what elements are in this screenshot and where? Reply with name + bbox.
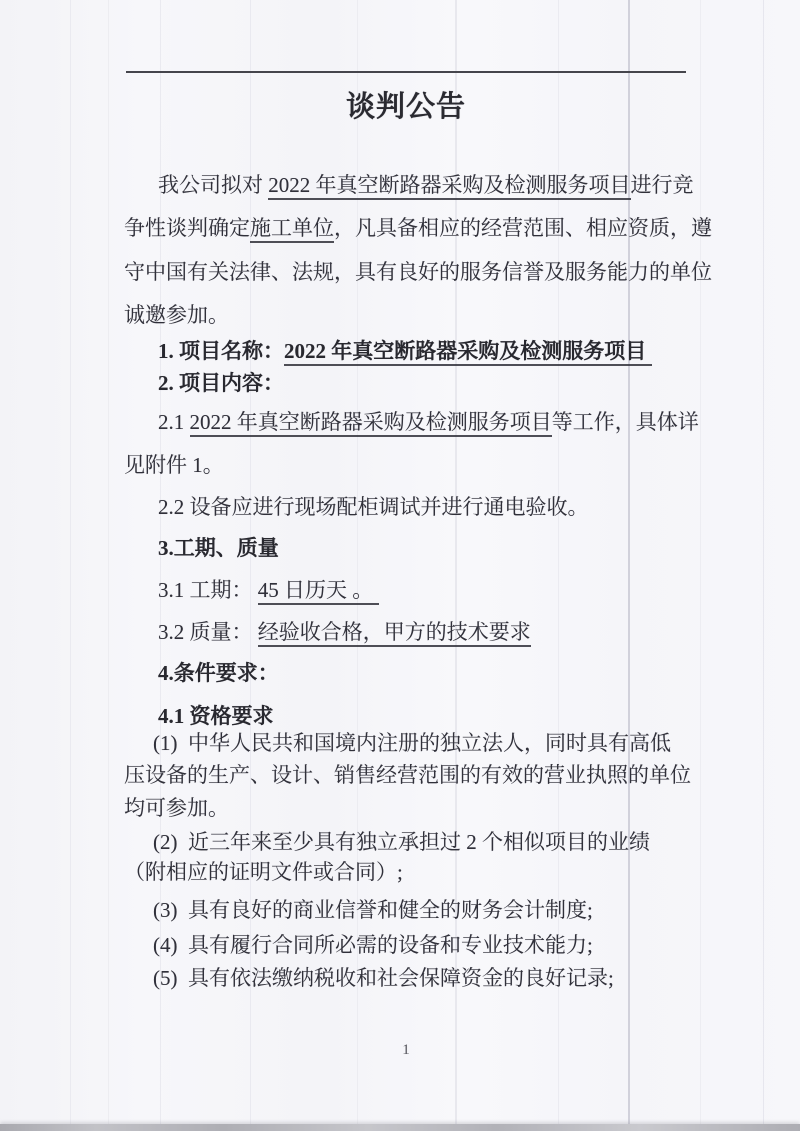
intro-text: 进行竞: [630, 173, 694, 197]
item-2-1-line-1: [124, 409, 738, 436]
intro-line-4: 诚邀参加。: [124, 303, 229, 327]
intro-line-1: [124, 172, 738, 199]
item-3-heading: [124, 535, 738, 562]
item-4-1-label: 4.1 资格要求: [158, 704, 274, 728]
item-2-1-project-underlined: 2022 年真空断路器采购及检测服务项目: [190, 410, 552, 437]
scan-fold-line: [628, 0, 630, 1131]
intro-text: 我公司拟对: [158, 173, 269, 197]
requirement-1-line-3: 均可参加。: [124, 796, 229, 820]
scan-bottom-edge: [0, 1124, 800, 1131]
contractor-underlined: 施工单位: [250, 216, 334, 243]
item-4-heading: [124, 660, 738, 687]
intro-text: 争性谈判确定: [124, 216, 250, 240]
scan-streak: [70, 0, 71, 1131]
scan-streak: [700, 0, 701, 1131]
requirement-1-line-1: (1) 中华人民共和国境内注册的独立法人，同时具有高低: [153, 731, 671, 755]
intro-line-3: 守中国有关法律、法规，具有良好的服务信誉及服务能力的单位: [124, 260, 712, 284]
item-3-1-label: 3.1 工期：: [158, 578, 258, 602]
header-rule: [126, 71, 686, 73]
page-number: 1: [402, 1042, 410, 1058]
requirement-4: (4) 具有履行合同所必需的设备和专业技术能力;: [153, 933, 593, 957]
item-3-label: 3.工期、质量: [158, 536, 279, 560]
item-2-1-line-2: 见附件 1。: [124, 453, 224, 477]
scan-streak: [455, 0, 457, 1131]
item-2-1-text: 等工作，具体详: [551, 410, 699, 434]
item-3-1-duration: [124, 577, 738, 604]
scan-streak: [558, 0, 559, 1131]
intro-line-2: [124, 215, 712, 242]
item-3-1-value-underlined: 45 日历天 。: [258, 578, 379, 605]
requirement-1-line-2: 压设备的生产、设计、销售经营范围的有效的营业执照的单位: [124, 763, 691, 787]
item-3-2-label: 3.2 质量：: [158, 620, 258, 644]
requirement-3: (3) 具有良好的商业信誉和健全的财务会计制度;: [153, 898, 593, 922]
scan-streak: [160, 0, 161, 1131]
item-3-2-value-underlined: 经验收合格，甲方的技术要求: [258, 620, 531, 647]
intro-text: ，凡具备相应的经营范围、相应资质，遵: [334, 216, 712, 240]
item-2-heading: [124, 370, 738, 397]
item-2-2: 2.2 设备应进行现场配柜调试并进行通电验收。: [158, 495, 589, 519]
scan-streak: [108, 0, 109, 1131]
scan-streak: [357, 0, 358, 1131]
item-1-value-underlined: 2022 年真空断路器采购及检测服务项目: [284, 339, 652, 366]
item-1-project-name: [124, 338, 738, 365]
item-1-label: 1. 项目名称：: [158, 339, 284, 363]
requirement-2-line-1: (2) 近三年来至少具有独立承担过 2 个相似项目的业绩: [153, 830, 650, 854]
project-name-underlined: 2022 年真空断路器采购及检测服务项目: [268, 173, 630, 200]
requirement-2-line-2: （附相应的证明文件或合同）;: [124, 860, 403, 884]
item-2-label: 2. 项目内容：: [158, 371, 284, 395]
item-3-2-quality: [124, 619, 738, 646]
item-4-1-heading: [124, 703, 738, 730]
scan-streak: [250, 0, 251, 1131]
requirement-5: (5) 具有依法缴纳税收和社会保障资金的良好记录;: [153, 966, 614, 990]
item-4-label: 4.条件要求：: [158, 661, 279, 685]
document-title: 谈判公告: [345, 91, 466, 123]
scan-streak: [763, 0, 764, 1131]
item-2-1-number: 2.1: [158, 410, 190, 434]
